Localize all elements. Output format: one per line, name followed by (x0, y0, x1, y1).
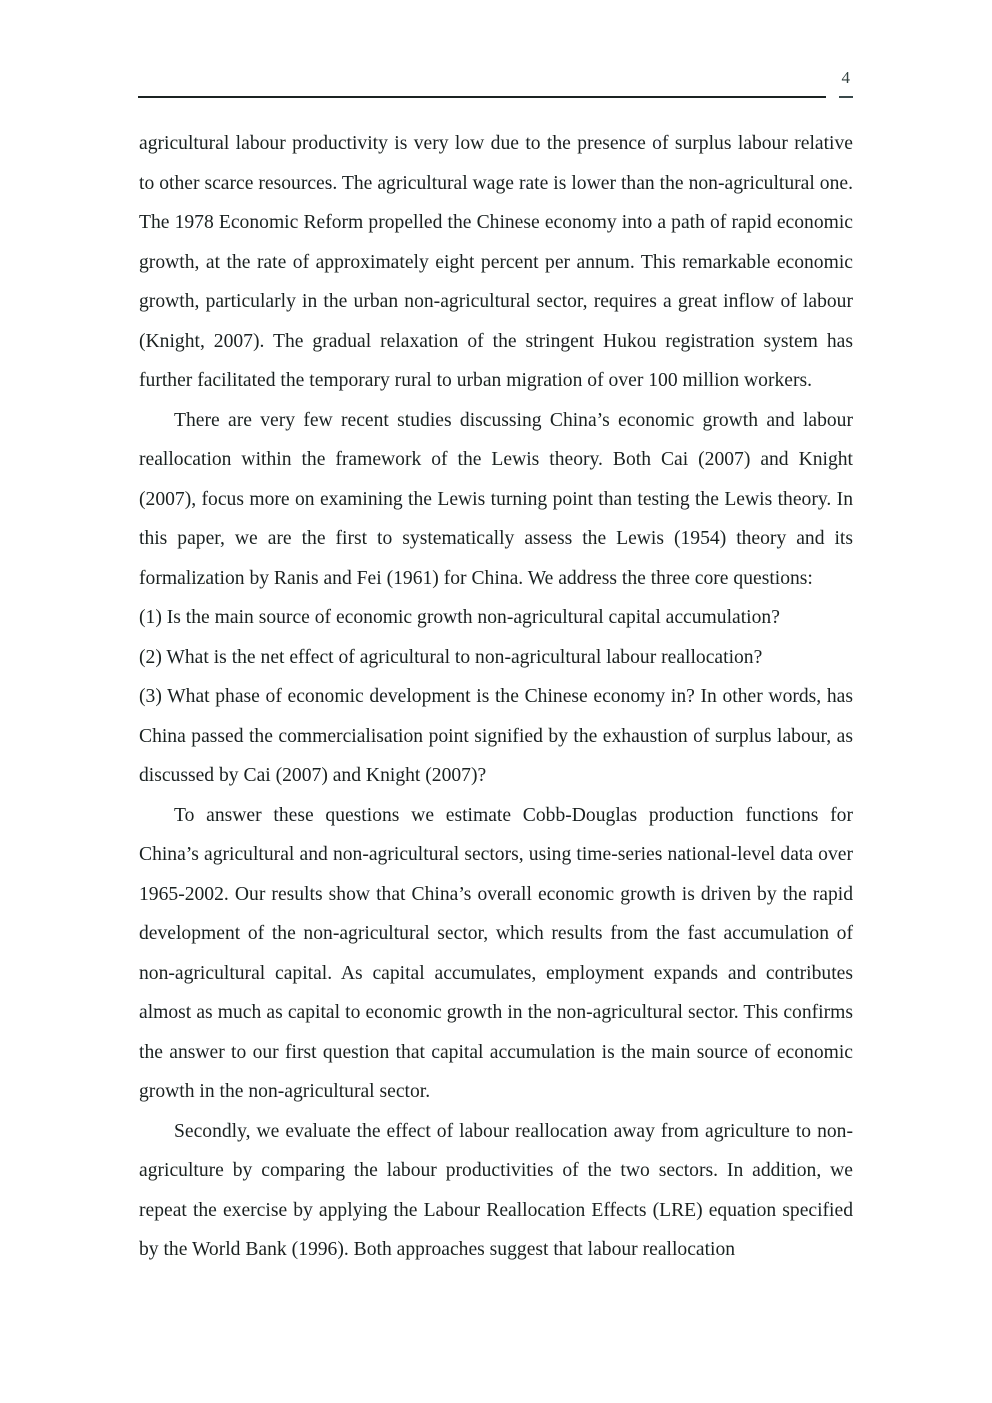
page-body (139, 124, 853, 1270)
research-question-item: (2) What is the net effect of agricultural to non-agricultural labour reallocation? (139, 646, 763, 668)
running-header (0, 0, 992, 108)
header-divider-rule (138, 96, 826, 98)
header-rule-tick-mark (839, 96, 853, 98)
body-paragraph: There are very few recent studies discussing China’s economic growth and labour reallocation within the framework of the Lewis theory. Both Cai (2007) and Knight (2007), focus more on examining the Lewis turning point than testing the Lewis theory. In this paper, we are the first to systematically assess the Lewis (1954) theory and its formalization by Ranis and Fei (1961) for China. We address the three core questions: (139, 409, 853, 589)
page-number: 4 (841, 68, 851, 87)
body-paragraph: Secondly, we evaluate the effect of labour reallocation away from agriculture to non-agriculture by comparing the labour productivities of the two sectors. In addition, we repeat the exercise by applying the Labour Reallocation Effects (LRE) equation specified by the World Bank (1996). Both approaches suggest that labour reallocation (139, 1120, 853, 1260)
body-paragraph: To answer these questions we estimate Cobb-Douglas production functions for China’s agricultural and non-agricultural sectors, using time-series national-level data over 1965-2002. Our results show that China’s overall economic growth is driven by the rapid development of the non-agricultural sector, which results from the fast accumulation of non-agricultural capital. As capital accumulates, employment expands and contributes almost as much as capital to economic growth in the non-agricultural sector. This confirms the answer to our first question that capital accumulation is the main source of economic growth in the non-agricultural sector. (139, 804, 853, 1102)
body-paragraph: agricultural labour productivity is very low due to the presence of surplus labour relative to other scarce resources. The agricultural wage rate is lower than the non-agricultural one. The 1978 Economic Reform propelled the Chinese economy into a path of rapid economic growth, at the rate of approximately eight percent per annum. This remarkable economic growth, particularly in the urban non-agricultural sector, requires a great inflow of labour (Knight, 2007). The gradual relaxation of the stringent Hukou registration system has further facilitated the temporary rural to urban migration of over 100 million workers. (139, 133, 853, 391)
research-question-item: (1) Is the main source of economic growth non-agricultural capital accumulation? (139, 607, 780, 628)
research-question-item: (3) What phase of economic development is the Chinese economy in? In other words, has China passed the commercialisation point signified by the exhaustion of surplus labour, as discussed by Cai (2007) and Knight (2007)? (139, 686, 853, 786)
